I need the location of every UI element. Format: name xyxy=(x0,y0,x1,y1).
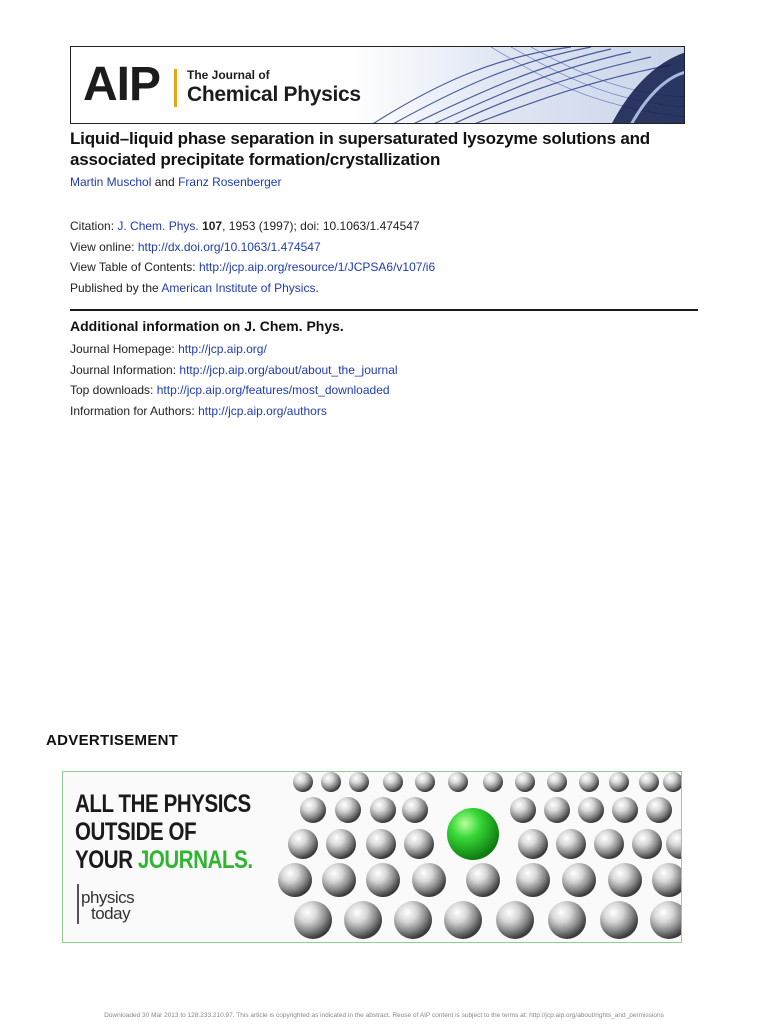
section-divider xyxy=(70,309,698,311)
homepage-label: Journal Homepage: xyxy=(70,342,175,356)
citation-line xyxy=(70,216,435,237)
ad-headline xyxy=(75,790,253,874)
logo-divider xyxy=(174,69,177,107)
journal-banner xyxy=(70,46,685,124)
toc-link[interactable]: http://jcp.aip.org/resource/1/JCPSA6/v107/i6 xyxy=(198,260,436,274)
article-title: Liquid–liquid phase separation in supersaturated lysozyme solutions and associated precipitate formation/crystallization xyxy=(70,129,650,169)
authors-info-link[interactable]: http://jcp.aip.org/authors xyxy=(198,403,327,418)
journal-name: Chemical Physics xyxy=(187,83,361,106)
journal-info-label: Journal Information: xyxy=(70,362,177,377)
citation-details: , 1953 (1997); doi: 10.1063/1.474547 xyxy=(222,219,420,233)
author-conjunction: and xyxy=(154,175,175,189)
download-footer: Downloaded 30 Mar 2013 to 128.233.210.97. This article is copyrighted as indicated in the abstract. Reuse of AIP content is subject to the terms at: http://jcp.aip.org/about/rights_and_permissions xyxy=(104,1012,664,1019)
publisher-end: . xyxy=(315,280,319,295)
ad-line-2: OUTSIDE OF xyxy=(75,818,197,846)
brand-word-1: physics xyxy=(81,888,135,907)
top-downloads-label: Top downloads: xyxy=(70,383,154,397)
view-online-line xyxy=(70,237,435,258)
list-item xyxy=(70,360,398,381)
top-downloads-link[interactable]: http://jcp.aip.org/features/most_downloaded xyxy=(156,383,390,397)
publisher-link[interactable]: American Institute of Physics xyxy=(161,280,316,295)
brand-divider xyxy=(77,884,79,924)
doi-link[interactable]: http://dx.doi.org/10.1063/1.474547 xyxy=(137,239,321,254)
view-online-label: View online: xyxy=(70,239,135,254)
list-item xyxy=(70,380,398,401)
ad-line-3 xyxy=(75,846,253,874)
author-link-rosenberger[interactable]: Franz Rosenberger xyxy=(178,175,282,189)
citation-volume: 107 xyxy=(202,219,223,233)
advertisement-label: ADVERTISEMENT xyxy=(46,732,179,749)
citation-label: Citation: xyxy=(70,219,115,233)
aip-logo: AIP xyxy=(83,58,161,111)
additional-info-list xyxy=(70,339,398,421)
brand-word-2: today xyxy=(91,904,131,923)
author-list xyxy=(70,175,281,190)
ad-line-3-b: JOURNALS. xyxy=(137,846,253,874)
advertisement-banner[interactable] xyxy=(62,771,682,943)
journal-prefix: The Journal of xyxy=(187,68,270,82)
publisher-label: Published by the xyxy=(70,280,159,295)
ad-line-3-a: YOUR xyxy=(75,846,133,874)
authors-info-label: Information for Authors: xyxy=(70,403,195,418)
homepage-link[interactable]: http://jcp.aip.org/ xyxy=(178,342,267,356)
list-item xyxy=(70,401,398,422)
ad-line-1: ALL THE PHYSICS xyxy=(75,790,251,818)
citation-block xyxy=(70,216,435,298)
banner-swirl-graphic xyxy=(71,47,685,124)
additional-info-heading: Additional information on J. Chem. Phys. xyxy=(70,318,344,334)
publisher-line xyxy=(70,278,435,299)
toc-label: View Table of Contents: xyxy=(70,260,196,274)
journal-info-link[interactable]: http://jcp.aip.org/about/about_the_journal xyxy=(179,362,398,377)
author-link-muschol[interactable]: Martin Muschol xyxy=(70,175,152,189)
physics-today-logo xyxy=(81,890,134,922)
list-item xyxy=(70,339,398,360)
journal-link[interactable]: J. Chem. Phys. xyxy=(117,219,199,233)
toc-line xyxy=(70,257,435,278)
